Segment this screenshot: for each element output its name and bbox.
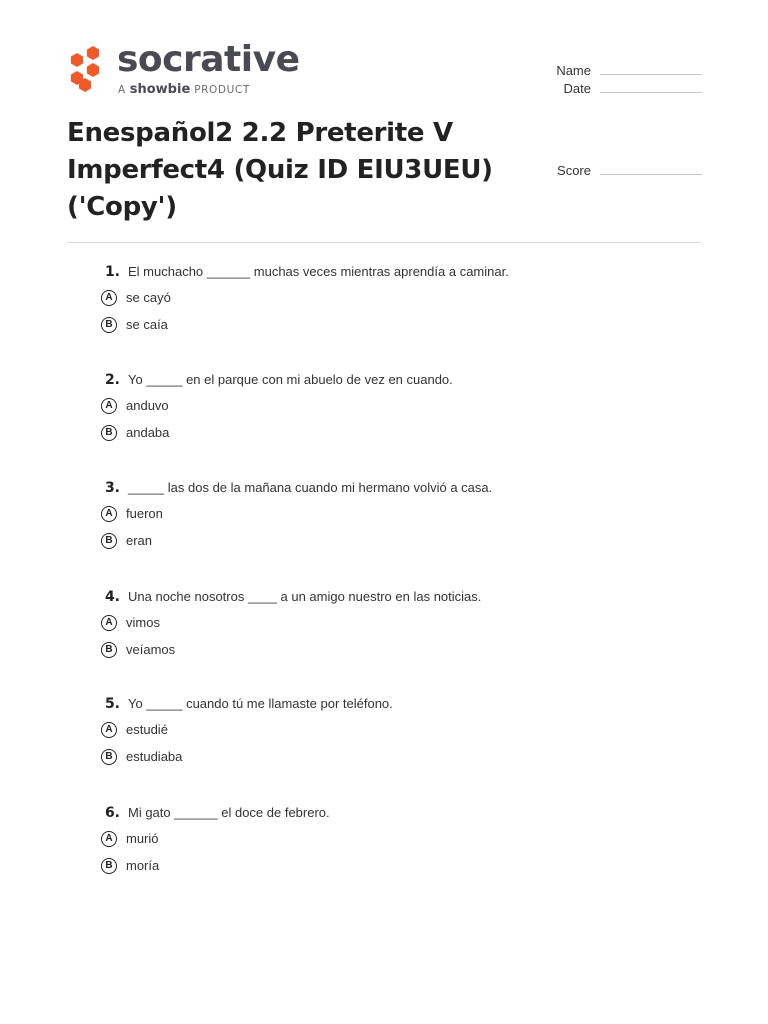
option-a[interactable] bbox=[101, 825, 698, 852]
option-a[interactable] bbox=[101, 716, 698, 743]
tagline-prefix: A bbox=[118, 84, 126, 96]
question-text: Yo _____ cuando tú me llamaste por teléfono. bbox=[128, 696, 393, 711]
option-text: veíamos bbox=[126, 642, 176, 657]
option-text: vimos bbox=[126, 615, 160, 630]
question-5 bbox=[98, 696, 698, 770]
option-letter-badge: A bbox=[101, 290, 117, 306]
score-label: Score bbox=[557, 163, 591, 178]
question-text: Mi gato ______ el doce de febrero. bbox=[128, 805, 330, 820]
option-letter-badge: A bbox=[101, 722, 117, 738]
option-letter-badge: B bbox=[101, 533, 117, 549]
question-text: Una noche nosotros ____ a un amigo nuestro en las noticias. bbox=[128, 589, 482, 604]
brand-name: socrative bbox=[117, 39, 300, 80]
option-text: moría bbox=[126, 858, 160, 873]
question-number: 5. bbox=[104, 696, 120, 712]
score-field bbox=[547, 163, 702, 178]
option-letter-badge: A bbox=[101, 398, 117, 414]
question-text: El muchacho ______ muchas veces mientras aprendía a caminar. bbox=[128, 264, 509, 279]
question-text: Yo _____ en el parque con mi abuelo de vez en cuando. bbox=[128, 372, 453, 387]
option-b[interactable] bbox=[101, 419, 698, 446]
option-text: fueron bbox=[126, 506, 163, 521]
question-number: 2. bbox=[104, 372, 120, 388]
option-text: se caía bbox=[126, 317, 168, 332]
question-number: 3. bbox=[104, 480, 120, 496]
question-3 bbox=[98, 480, 698, 554]
option-a[interactable] bbox=[101, 284, 698, 311]
name-label: Name bbox=[556, 63, 591, 78]
option-text: andaba bbox=[126, 425, 170, 440]
score-line bbox=[600, 173, 702, 175]
question-6 bbox=[98, 805, 698, 879]
quiz-title: Enespañol2 2.2 Preterite V Imperfect4 (Quiz ID EIU3UEU) ('Copy') bbox=[67, 118, 493, 222]
question-2 bbox=[98, 372, 698, 446]
option-text: eran bbox=[126, 533, 153, 548]
option-b[interactable] bbox=[101, 743, 698, 770]
date-line bbox=[600, 91, 702, 93]
option-letter-badge: B bbox=[101, 858, 117, 874]
option-b[interactable] bbox=[101, 311, 698, 338]
name-field bbox=[547, 63, 702, 78]
option-letter-badge: B bbox=[101, 317, 117, 333]
question-text: _____ las dos de la mañana cuando mi hermano volvió a casa. bbox=[128, 480, 493, 495]
option-b[interactable] bbox=[101, 527, 698, 554]
option-letter-badge: A bbox=[101, 615, 117, 631]
option-letter-badge: B bbox=[101, 642, 117, 658]
option-letter-badge: B bbox=[101, 749, 117, 765]
option-letter-badge: B bbox=[101, 425, 117, 441]
option-a[interactable] bbox=[101, 500, 698, 527]
name-line bbox=[600, 73, 702, 75]
option-letter-badge: A bbox=[101, 506, 117, 522]
question-number: 6. bbox=[104, 805, 120, 821]
option-b[interactable] bbox=[101, 636, 698, 663]
date-field bbox=[547, 81, 702, 96]
date-label: Date bbox=[563, 81, 591, 96]
option-text: murió bbox=[126, 831, 159, 846]
option-a[interactable] bbox=[101, 609, 698, 636]
option-a[interactable] bbox=[101, 392, 698, 419]
question-1 bbox=[98, 264, 698, 338]
option-text: estudié bbox=[126, 722, 168, 737]
tagline-suffix: PRODUCT bbox=[194, 84, 250, 96]
option-text: estudiaba bbox=[126, 749, 183, 764]
brand-tagline bbox=[118, 82, 250, 97]
question-number: 1. bbox=[104, 264, 120, 280]
tagline-brand: showbie bbox=[129, 82, 191, 97]
option-text: se cayó bbox=[126, 290, 171, 305]
header-divider bbox=[67, 242, 701, 243]
question-4 bbox=[98, 589, 698, 663]
question-number: 4. bbox=[104, 589, 120, 605]
option-b[interactable] bbox=[101, 852, 698, 879]
hexagon-logo-icon bbox=[67, 44, 105, 94]
option-text: anduvo bbox=[126, 398, 169, 413]
option-letter-badge: A bbox=[101, 831, 117, 847]
